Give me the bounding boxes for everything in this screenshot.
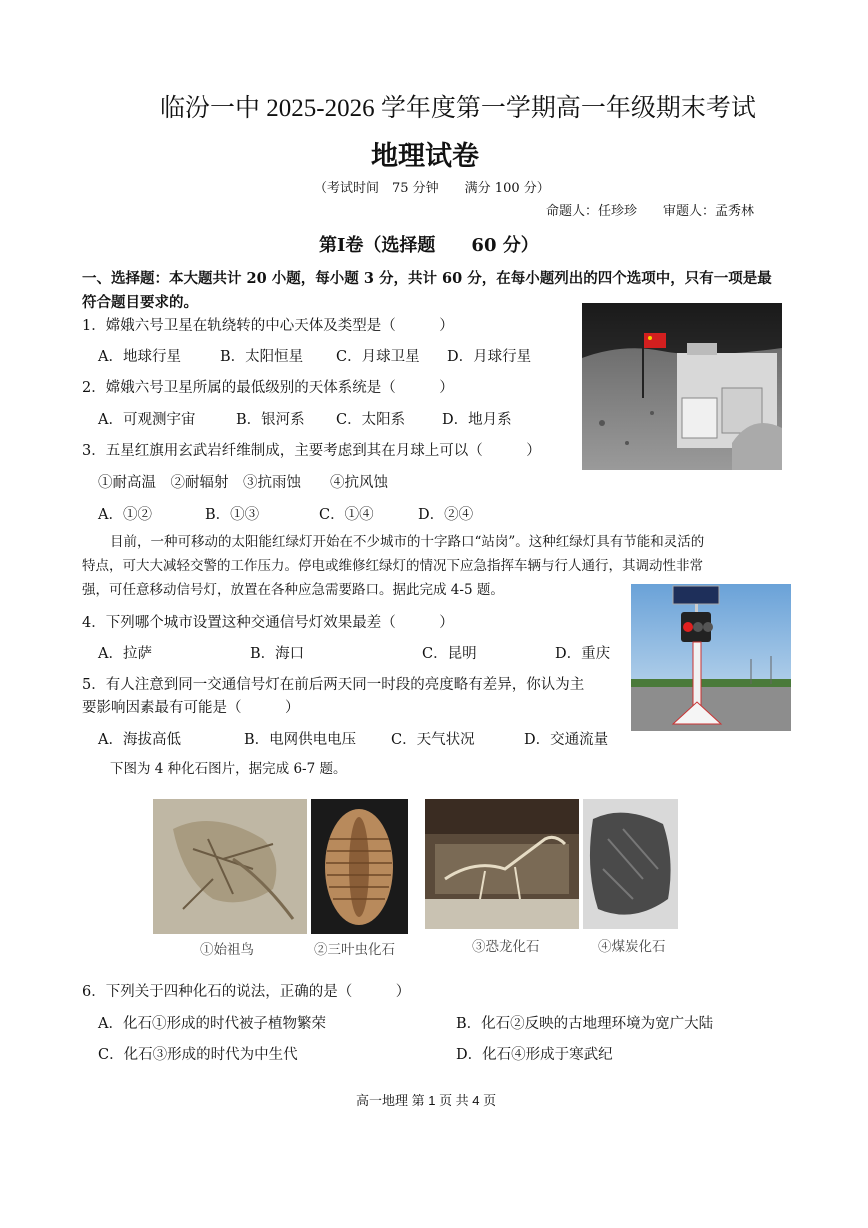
q6-option-b: B．化石②反映的古地理环境为宽广大陆 [456, 1016, 714, 1032]
q5-stem-line1: 5．有人注意到同一交通信号灯在前后两天同一时段的亮度略有差异，你认为主 [82, 677, 585, 693]
q5-option-b: B．电网供电电压 [244, 732, 357, 748]
q6-option-a: A．化石①形成的时代被子植物繁荣 [98, 1016, 326, 1032]
q1-option-b: B．太阳恒星 [220, 349, 304, 365]
q1-option-a: A．地球行星 [98, 349, 181, 365]
q4-option-a: A．拉萨 [98, 646, 152, 662]
passage-4-5-line2: 特点，可大大减轻交警的工作压力。停电或维修红绿灯的情况下应急指挥车辆与行人通行，其调动性非常 [82, 558, 703, 574]
section-intro-line1: 一、选择题：本大题共计 20 小题，每小题 3 分，共计 60 分，在每小题列出的四个选项中，只有一项是最 [82, 270, 772, 287]
fossil-caption-3: ③恐龙化石 [472, 939, 540, 955]
q2-option-b: B．银河系 [236, 412, 305, 428]
q2-option-d: D．地月系 [442, 412, 512, 428]
q4-stem: 4．下列哪个城市设置这种交通信号灯效果最差（ ） [82, 615, 454, 631]
q4-option-d: D．重庆 [555, 646, 611, 662]
q4-option-b: B．海口 [250, 646, 305, 662]
fossil-caption-4: ④煤炭化石 [598, 939, 666, 955]
q4-option-c: C．昆明 [422, 646, 477, 662]
fossil-caption-2: ②三叶虫化石 [314, 942, 395, 958]
fossil-caption-1: ①始祖鸟 [200, 942, 254, 958]
coal-fossil-photo [583, 799, 678, 929]
q3-option-a: A．①② [98, 507, 152, 523]
q6-option-c: C．化石③形成的时代为中生代 [98, 1047, 298, 1063]
q2-option-c: C．太阳系 [336, 412, 406, 428]
dinosaur-fossil-photo [425, 799, 579, 929]
authors: 命题人：任珍珍 审题人：孟秀林 [546, 204, 755, 219]
q2-option-a: A．可观测宇宙 [98, 412, 196, 428]
exam-title: 临汾一中 2025-2026 学年度第一学期高一年级期末考试 [160, 95, 756, 122]
q1-option-d: D．月球行星 [447, 349, 532, 365]
q3-option-d: D．②④ [418, 507, 474, 523]
section-intro-line2: 符合题目要求的。 [82, 294, 198, 311]
page-footer: 高一地理 第 1 页 共 4 页 [356, 1093, 497, 1108]
q5-option-a: A．海拔高低 [98, 732, 181, 748]
section-title: 第Ⅰ卷（选择题 60 分） [319, 235, 539, 256]
fossil-intro: 下图为 4 种化石图片，据完成 6-7 题。 [110, 761, 347, 777]
q3-stem: 3．五星红旗用玄武岩纤维制成，主要考虑到其在月球上可以（ ） [82, 443, 541, 459]
q2-stem: 2．嫦娥六号卫星所属的最低级别的天体系统是（ ） [82, 380, 454, 396]
q5-stem-line2: 要影响因素最有可能是（ ） [82, 700, 300, 716]
q3-items: ①耐高温 ②耐辐射 ③抗雨蚀 ④抗风蚀 [98, 475, 388, 491]
q6-option-d: D．化石④形成于寒武纪 [456, 1047, 613, 1063]
subject-title: 地理试卷 [371, 141, 479, 172]
trilobite-fossil-photo [311, 799, 408, 934]
q6-stem: 6．下列关于四种化石的说法，正确的是（ ） [82, 984, 411, 1000]
exam-info: （考试时间 75 分钟 满分 100 分） [314, 181, 550, 196]
moon-lander-photo [582, 303, 782, 470]
q1-stem: 1．嫦娥六号卫星在轨绕转的中心天体及类型是（ ） [82, 318, 454, 334]
q1-option-c: C．月球卫星 [336, 349, 420, 365]
q3-option-c: C．①④ [319, 507, 374, 523]
q3-option-b: B．①③ [205, 507, 260, 523]
passage-4-5-line1: 目前，一种可移动的太阳能红绿灯开始在不少城市的十字路口“站岗”。这种红绿灯具有节能和灵活的 [110, 534, 705, 550]
archaeopteryx-fossil-photo [153, 799, 307, 934]
passage-4-5-line3: 强，可任意移动信号灯，放置在各种应急需要路口。据此完成 4-5 题。 [82, 582, 504, 598]
q5-option-d: D．交通流量 [524, 732, 609, 748]
q5-option-c: C．天气状况 [391, 732, 475, 748]
solar-traffic-light-photo [631, 584, 791, 731]
